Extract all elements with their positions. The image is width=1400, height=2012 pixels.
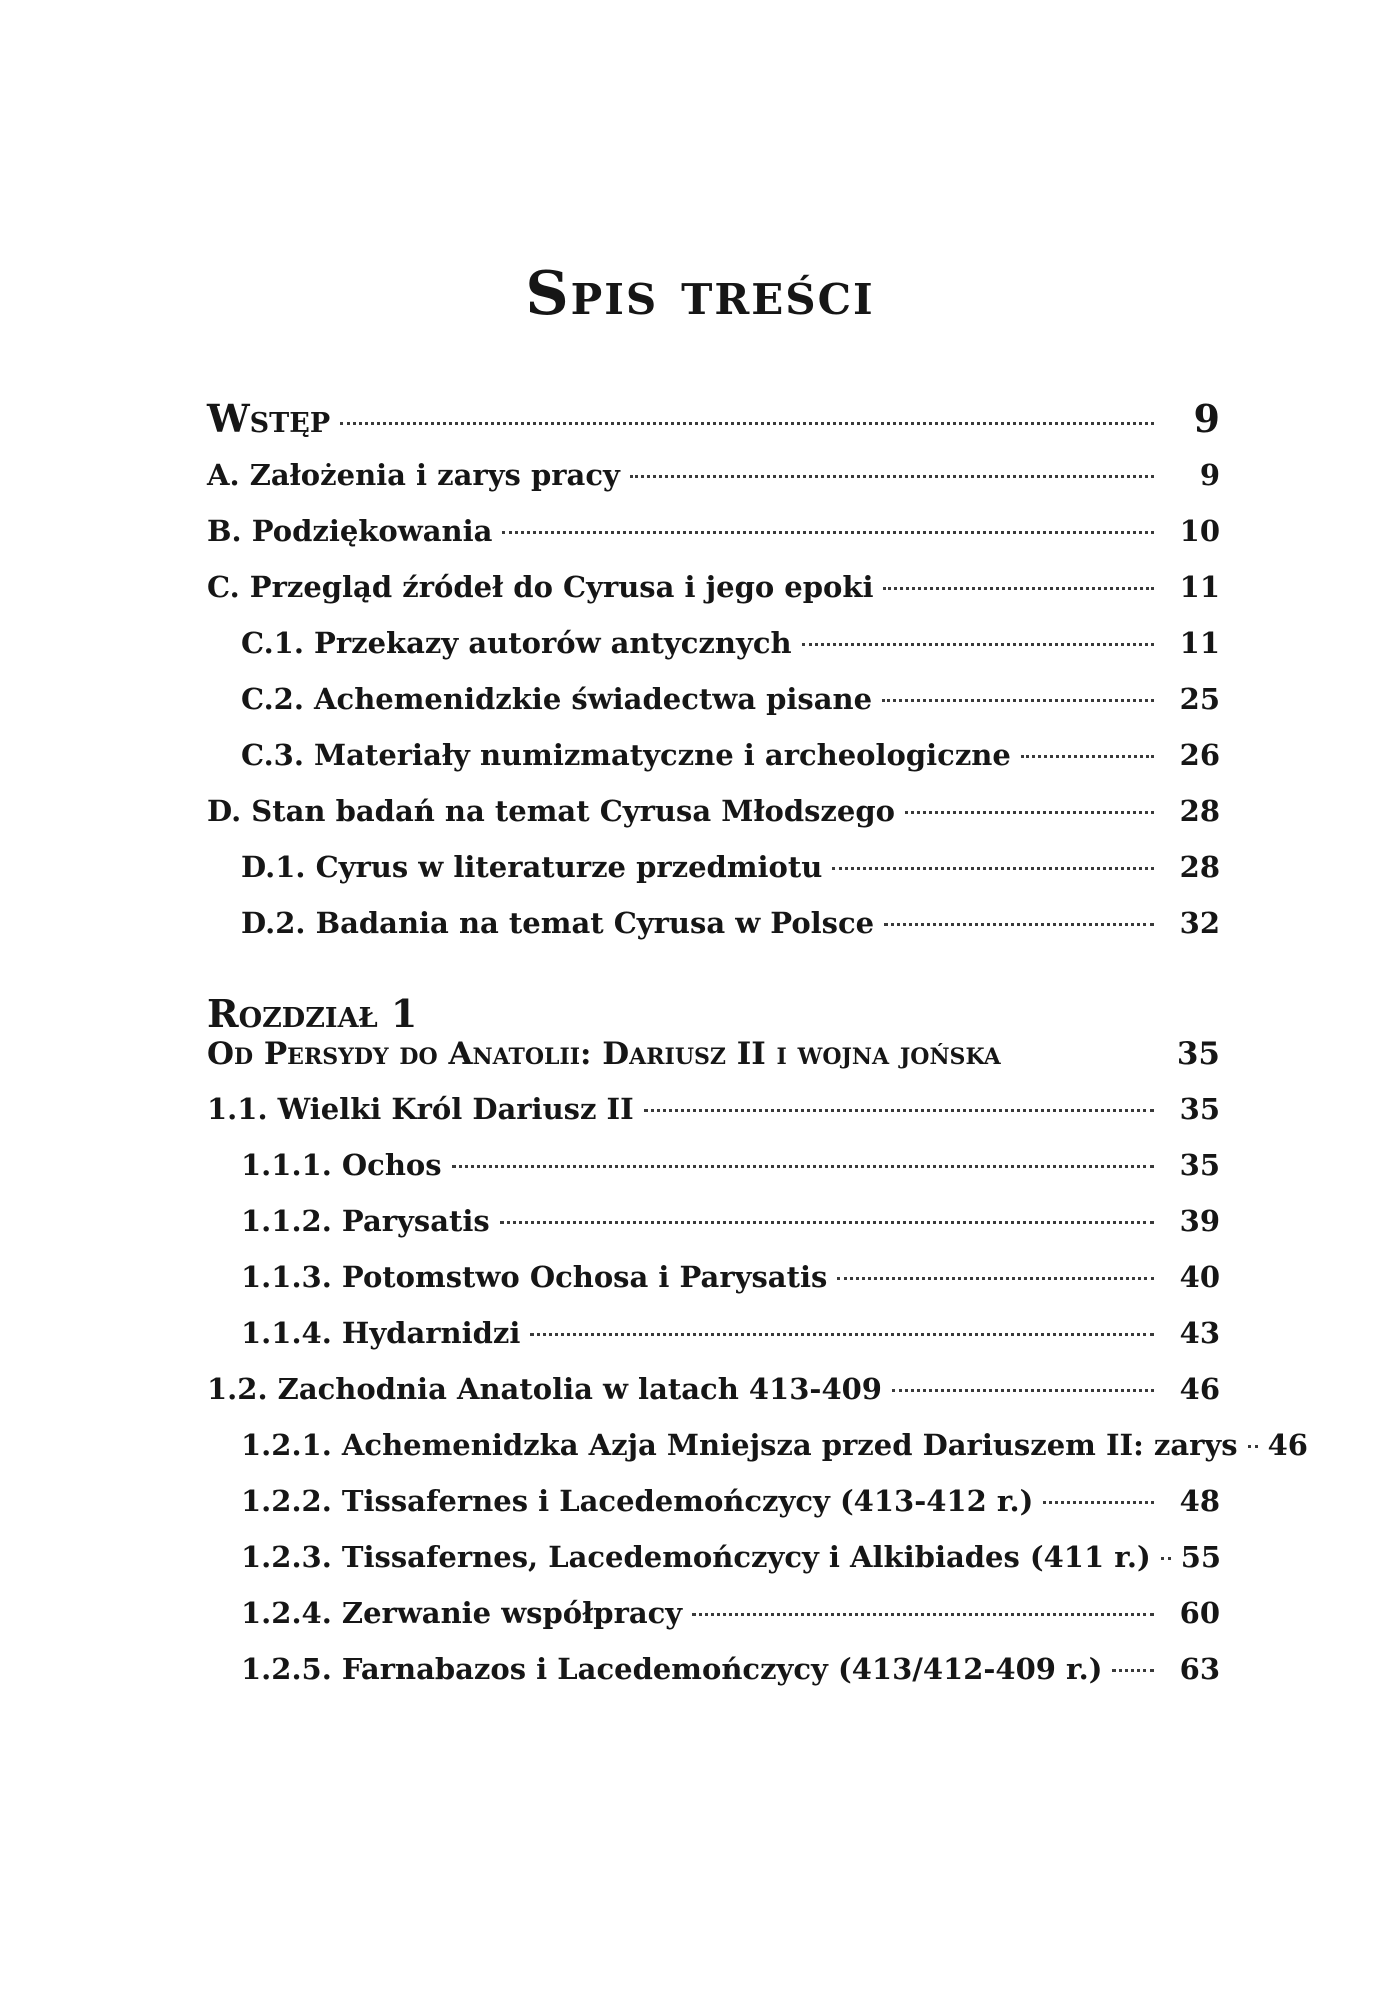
toc-subentry[interactable] [207,682,1220,738]
toc-entry-label: 1.1.4. Hydarnidzi [241,1316,521,1350]
toc-page-number: 10 [1179,514,1220,548]
toc-entry[interactable] [207,514,1220,570]
toc-subentry[interactable] [207,1484,1220,1540]
toc-entry[interactable] [207,458,1220,514]
toc-page-number: 39 [1179,1204,1220,1238]
toc-subentry[interactable] [207,738,1220,794]
toc-page-number: 35 [1176,1036,1220,1072]
toc-entry-label: 1.1.2. Parysatis [241,1204,490,1238]
dot-leader [644,1109,1154,1112]
toc-page-number: 46 [1267,1428,1308,1462]
toc-entry-label: 1.2.3. Tissafernes, Lacedemończycy i Alkibiades (411 r.) [241,1540,1151,1574]
toc-entry[interactable] [207,794,1220,850]
dot-leader [832,867,1154,870]
toc-entry-label: D.2. Badania na temat Cyrusa w Polsce [241,906,875,940]
toc-subentry[interactable] [207,1652,1220,1708]
toc-entry[interactable] [207,1092,1220,1148]
toc-page-number: 25 [1179,682,1220,716]
toc-entry-label: 1.2.4. Zerwanie współpracy [241,1596,683,1630]
dot-leader [837,1277,1154,1280]
dot-leader [802,643,1154,646]
toc-entry-label: 1.1.3. Potomstwo Ochosa i Parysatis [241,1260,828,1294]
toc-entry-label: 1.2.2. Tissafernes i Lacedemończycy (413-412 r.) [241,1484,1034,1518]
dot-leader [1112,1669,1154,1672]
toc-page-number: 28 [1179,850,1220,884]
toc-page-number: 60 [1179,1596,1220,1630]
toc-entry-label: Wstęp [207,396,331,441]
toc-entry[interactable] [207,570,1220,626]
dot-leader [882,699,1154,702]
toc-entry-label: 1.2. Zachodnia Anatolia w latach 413-409 [207,1372,882,1406]
dot-leader [1043,1501,1154,1504]
dot-leader [1161,1557,1171,1560]
toc-entry-label: 1.1. Wielki Król Dariusz II [207,1092,634,1126]
dot-leader [530,1333,1154,1336]
toc-entry-label: 1.1.1. Ochos [241,1148,442,1182]
dot-leader [500,1221,1154,1224]
toc-entry-intro[interactable] [207,396,1220,458]
toc-subentry[interactable] [207,1148,1220,1204]
toc-page-number: 9 [1193,396,1220,441]
toc-entry-label: C.1. Przekazy autorów antycznych [241,626,792,660]
toc-page-number: 55 [1180,1540,1222,1574]
dot-leader [884,923,1154,926]
chapter-title-label: Od Persydy do Anatolii: Dariusz II i wojna jońska [207,1036,1001,1072]
toc-entry-label: D.1. Cyrus w literaturze przedmiotu [241,850,823,884]
toc-subentry[interactable] [207,1428,1308,1484]
toc-page-number: 48 [1179,1484,1220,1518]
toc-page-number: 40 [1179,1260,1220,1294]
toc-page-number: 43 [1179,1316,1220,1350]
toc-page-number: 35 [1179,1148,1220,1182]
toc-subentry[interactable] [207,1540,1220,1596]
toc-entry-label: A. Założenia i zarys pracy [207,458,620,492]
dot-leader [452,1165,1154,1168]
toc-page-number: 11 [1179,570,1220,604]
toc-entry-label: 1.2.5. Farnabazos i Lacedemończycy (413/412-409 r.) [241,1652,1103,1686]
dot-leader [630,475,1154,478]
toc-entry-label: D. Stan badań na temat Cyrusa Młodszego [207,794,895,828]
toc-subentry[interactable] [207,1204,1220,1260]
table-of-contents [207,396,1308,1708]
dot-leader [502,531,1154,534]
toc-entry-label: 1.2.1. Achemenidzka Azja Mniejsza przed Dariuszem II: zarys [241,1428,1238,1462]
toc-page-number: 32 [1179,906,1220,940]
dot-leader [1021,755,1154,758]
chapter-heading: Rozdział 1 [207,991,418,1036]
toc-page-number: 26 [1179,738,1220,772]
toc-subentry[interactable] [207,1596,1220,1652]
toc-entry-label: B. Podziękowania [207,514,493,548]
toc-subentry[interactable] [207,906,1220,962]
toc-page-number: 28 [1179,794,1220,828]
toc-entry[interactable] [207,1372,1220,1428]
dot-leader [340,422,1154,425]
toc-page-number: 46 [1179,1372,1220,1406]
dot-leader [892,1389,1154,1392]
toc-chapter-title[interactable] [207,1036,1220,1092]
toc-subentry[interactable] [207,850,1220,906]
toc-entry-label: C.3. Materiały numizmatyczne i archeologiczne [241,738,1011,772]
toc-entry-label: C. Przegląd źródeł do Cyrusa i jego epoki [207,570,874,604]
toc-page-number: 11 [1179,626,1220,660]
toc-entry-label: C.2. Achemenidzkie świadectwa pisane [241,682,873,716]
toc-page-number: 63 [1179,1652,1220,1686]
dot-leader [883,587,1154,590]
toc-subentry[interactable] [207,1260,1220,1316]
toc-page-number: 35 [1179,1092,1220,1126]
toc-subentry[interactable] [207,1316,1220,1372]
dot-leader [1248,1445,1258,1448]
page-title: Spis treści [525,259,875,329]
toc-page-number: 9 [1199,458,1220,492]
toc-subentry[interactable] [207,626,1220,682]
dot-leader [692,1613,1154,1616]
dot-leader [905,811,1154,814]
